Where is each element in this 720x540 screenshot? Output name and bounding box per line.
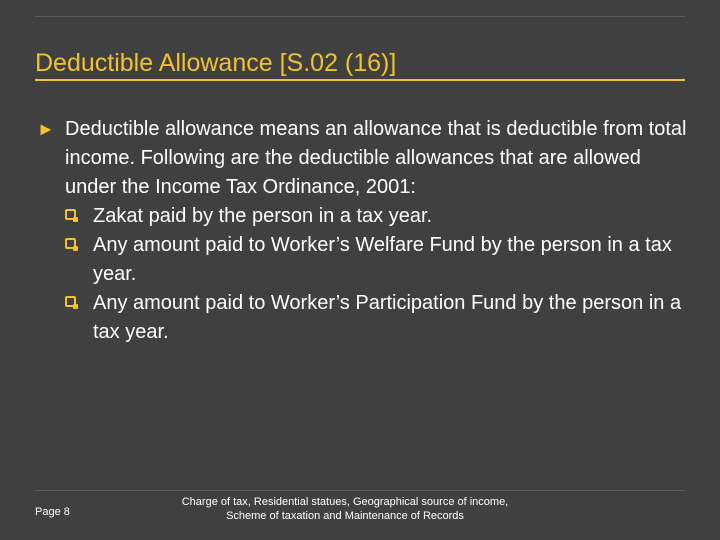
list-item	[37, 289, 697, 347]
square-checkbox-icon	[65, 296, 76, 307]
list-item	[37, 231, 697, 289]
slide-body	[37, 115, 697, 347]
intro-text: Deductible allowance means an allowance that is deductible from total income. Following are the deductible allowances that are allowed under the Income Tax Ordinance, 2001:	[65, 118, 687, 198]
right-triangle-icon: ►	[37, 119, 55, 139]
list-item-text: Any amount paid to Worker’s Participation Fund by the person in a tax year.	[93, 292, 682, 343]
title-underline	[35, 79, 685, 81]
square-checkbox-icon	[65, 238, 76, 249]
square-checkbox-icon	[65, 209, 76, 220]
list-item-text: Any amount paid to Worker’s Welfare Fund by the person in a tax year.	[93, 234, 672, 285]
intro-paragraph	[37, 115, 697, 202]
top-divider	[35, 16, 685, 17]
footer-caption: Charge of tax, Residential statues, Geographical source of income, Scheme of taxation and Maintenance of Records	[181, 496, 509, 522]
list-item	[37, 202, 697, 231]
slide-title: Deductible Allowance [S.02 (16)]	[35, 49, 397, 77]
page-number: Page 8	[35, 506, 70, 518]
footer-divider	[35, 490, 685, 491]
allowance-list	[37, 202, 697, 347]
list-item-text: Zakat paid by the person in a tax year.	[93, 205, 433, 227]
